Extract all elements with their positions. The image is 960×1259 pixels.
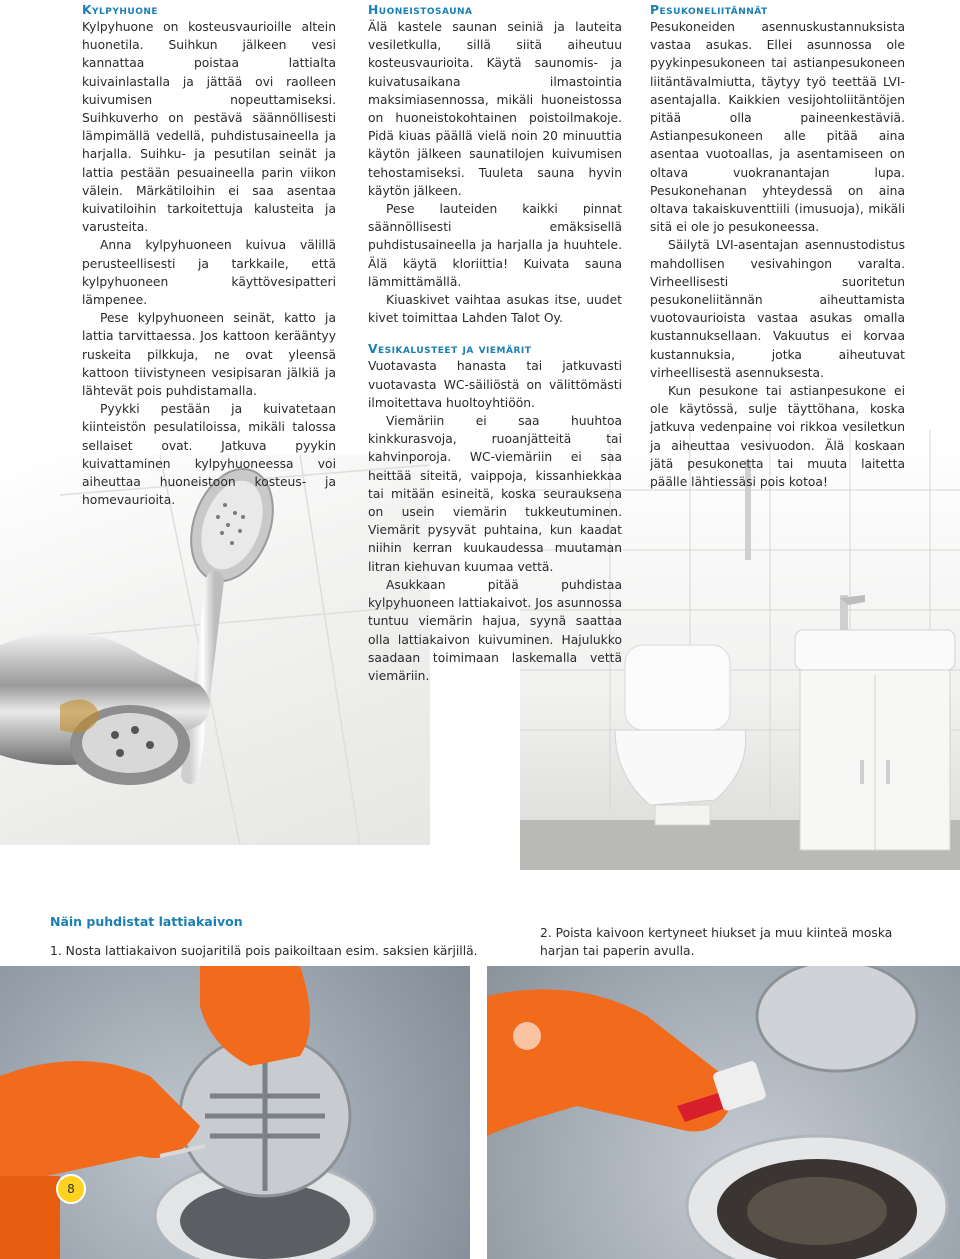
drain-brushing-photo	[487, 966, 960, 1259]
shower-faucet-photo	[0, 455, 430, 845]
paragraph: Säilytä LVI-asentajan asennustodistus mahdollisen vesivahingon varalta. Virheellisesti suoritetun pesukoneliitännän aiheuttamista vuotovaurioista vastaa asukas omalla kustannuksellaan. Vakuutus ei korvaa kustannuksia, jotka aiheutuvat virheellisestä asennuksesta.	[650, 238, 905, 380]
column-sauna	[368, 2, 622, 685]
paragraph: Asukkaan pitää puhdistaa kylpyhuoneen lattiakaivot. Jos asunnossa tuntuu viemärin hajua, syynä saattaa olla lattiakaivon kuivuminen. Hajulukko saadaan toimimaan laskemalla vettä viemäriin.	[368, 577, 622, 683]
drain-step-2: 2. Poista kaivoon kertyneet hiukset ja muu kiinteä moska harjan tai paperin avulla.	[540, 926, 893, 958]
paragraph: Älä kastele saunan seiniä ja lauteita vesiletkulla, sillä siitä aiheutuu kosteusvaurioita. Käytä saunomis- ja kuivatusaikana ilmastointia maksimiasennossa, mikäli huoneistossa on huoneistokohtainen poistoilmakoje. Pidä kiuas päällä vielä noin 20 minuuttia käytön jälkeen saunatilojen kuivumisen tehostamiseksi. Tuuleta sauna hyvin käytön jälkeen.	[368, 20, 622, 198]
paragraph: Kylpyhuone on kosteusvaurioille altein huonetila. Suihkun jälkeen vesi kannattaa poistaa lattialta kuivainlastalla ja jättää ovi raolleen kuivumisen nopeuttamiseksi. Suihkuverho on pestävä säännöllisesti lämpimällä vedellä, puhdistusaineella ja harjalla. Suihku- ja pesutilan seinät ja lattia pestään pesuaineella parin viikon välein. Märkätiloihin ei saa asentaa kuivatiloihin tarkoitettuja kalusteita ja varusteita.	[82, 20, 336, 235]
paragraph: Vuotavasta hanasta tai jatkuvasti vuotavasta WC-säiliöstä on välittömästi ilmoitettava huoltoyhtiöön.	[368, 359, 622, 410]
drain-step2-illustration	[487, 966, 960, 1259]
paragraph: Anna kylpyhuoneen kuivua välillä perusteellisesti ja tarkkaile, että kylpyhuoneen käyttövesipatteri lämpenee.	[82, 238, 336, 308]
heading-bathroom: Kylpyhuone	[82, 3, 159, 17]
heading-sauna: Huoneistosauna	[368, 3, 473, 17]
drain-step-1: 1. Nosta lattiakaivon suojaritilä pois paikoiltaan esim. saksien kärjillä.	[50, 944, 478, 958]
column-bathroom	[82, 2, 336, 509]
paragraph: Pesukoneiden asennuskustannuksista vastaa asukas. Ellei asunnossa ole pyykinpesukoneen tai astianpesukoneen liitäntävalmiutta, täytyy työ teettää LVI-asentajalla. Kaikkien vesijohtoliitäntöjen pitää olla paineenkestäviä. Astianpesukoneen alle pitää aina asentaa vuotoallas, ja asentamiseen on oltava vuokranantajan lupa. Pesukonehanan yhteydessä on aina oltava takaiskuventtiili (imusuoja), mikäli sitä ei ole jo pesukoneessa.	[650, 20, 905, 235]
shower-illustration	[0, 455, 430, 845]
column-washing-machine	[650, 2, 905, 491]
heading-washing-machine: Pesukoneliitännät	[650, 3, 768, 17]
page-number-badge: 8	[56, 1174, 86, 1204]
paragraph: Viemäriin ei saa huuhtoa kinkkurasvoja, ruoanjätteitä tai kahvinporoja. WC-viemäriin ei saa heittää siteitä, vaippoja, kissanhiekkaa tai mitään esineitä, koska seurauksena on usein viemärin tukkeutuminen. Viemärit pysyvät puhtaina, kun kaadat niihin kerran kuukaudessa muutaman litran kiehuvan kuumaa vettä.	[368, 414, 622, 574]
paragraph: Kiuaskivet vaihtaa asukas itse, uudet kivet toimittaa Lahden Talot Oy.	[368, 293, 622, 326]
drain-cleaning-title: Näin puhdistat lattiakaivon	[50, 914, 243, 929]
paragraph: Pyykki pestään ja kuivatetaan kiinteistön pesulatiloissa, mikäli talossa sellaiset ovat. Jatkuva pyykin kuivattaminen kylpyhuoneessa voi aiheuttaa huoneistoon kosteus- ja homevaurioita.	[82, 402, 336, 508]
paragraph: Kun pesukone tai astianpesukone ei ole käytössä, sulje täyttöhana, koska jatkuva vedenpaine voi rikkoa vesiletkun ja aiheuttaa vesivuodon. Älä koskaan jätä pesukonetta tai muuta laitetta päälle lähtiessäsi pois kotoa!	[650, 384, 905, 490]
drain-grate-removal-photo	[0, 966, 470, 1259]
drain-step1-illustration	[0, 966, 470, 1259]
paragraph: Pese lauteiden kaikki pinnat säännöllisesti emäksisellä puhdistusaineella ja harjalla ja huuhtele. Älä käytä kloriittia! Kuivata sauna lämmittämällä.	[368, 202, 622, 289]
paragraph: Pese kylpyhuoneen seinät, katto ja lattia tarvittaessa. Jos kattoon kerääntyy ruskeita pilkkuja, ne ovat yleensä kattoon tiivistyneen vesipisaran jälkiä ja lähtevät pois puhdistamalla.	[82, 311, 336, 399]
heading-fixtures-drains: Vesikalusteet ja viemärit	[368, 342, 532, 357]
